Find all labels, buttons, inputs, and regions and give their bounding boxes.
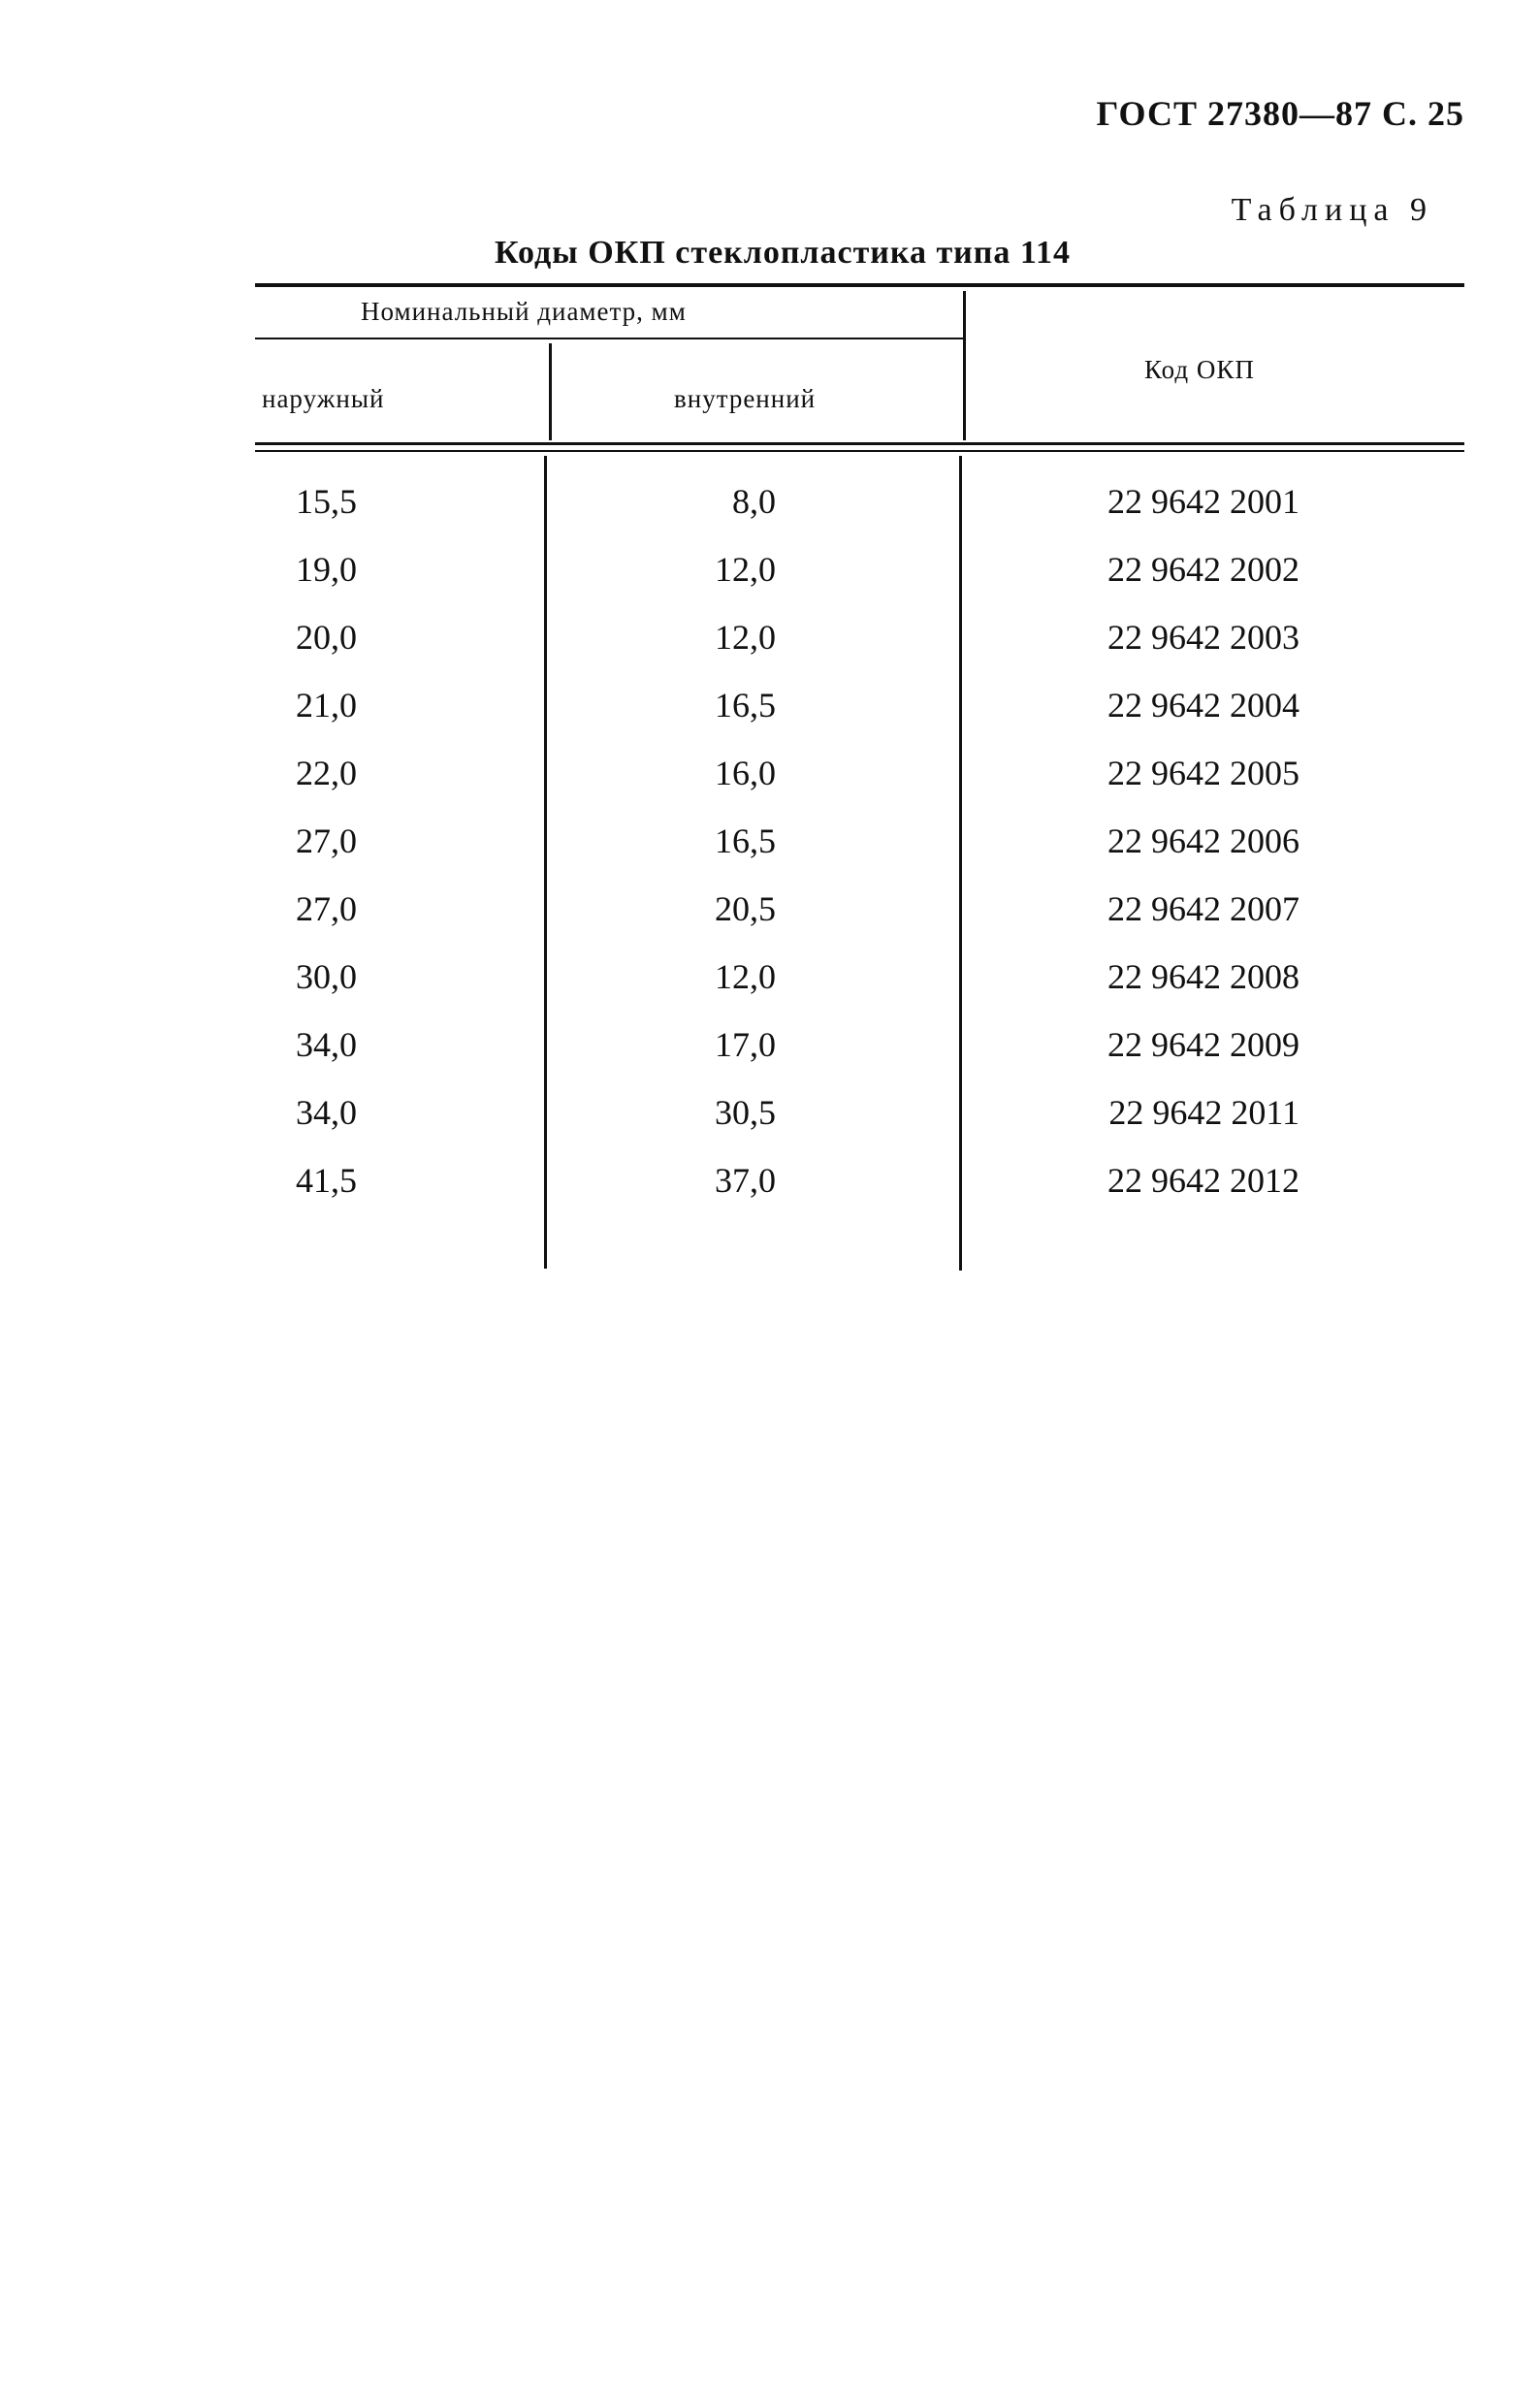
cell-inner: 12,0: [715, 618, 776, 657]
cell-outer: 15,5: [296, 482, 357, 521]
cell-outer: 21,0: [296, 686, 357, 725]
body-divider-inner-code: [959, 456, 962, 1271]
cell-inner: 16,5: [715, 686, 776, 725]
cell-inner: 8,0: [732, 482, 776, 521]
cell-code: 22 9642 2005: [1107, 754, 1299, 792]
cell-code: 22 9642 2002: [1107, 550, 1299, 589]
cell-outer: 30,0: [296, 957, 357, 996]
cell-inner: 37,0: [715, 1161, 776, 1200]
header-divider-outer-inner: [549, 343, 552, 440]
page-header: ГОСТ 27380—87 С. 25: [1096, 94, 1464, 133]
cell-code: 22 9642 2008: [1107, 957, 1299, 996]
cell-code: 22 9642 2004: [1107, 686, 1299, 725]
cell-inner: 16,0: [715, 754, 776, 792]
cell-inner: 12,0: [715, 957, 776, 996]
table-top-rule: [255, 283, 1464, 287]
cell-outer: 19,0: [296, 550, 357, 589]
cell-code: 22 9642 2001: [1107, 482, 1299, 521]
header-bottom-rule-1: [255, 442, 1464, 445]
cell-code: 22 9642 2012: [1107, 1161, 1299, 1200]
header-inner-label: внутренний: [674, 384, 817, 413]
cell-inner: 30,5: [715, 1093, 776, 1132]
header-outer-label: наружный: [262, 384, 385, 413]
cell-code: 22 9642 2009: [1107, 1025, 1299, 1064]
table-title: Коды ОКП стеклопластика типа 114: [495, 235, 1071, 271]
cell-outer: 34,0: [296, 1025, 357, 1064]
header-bottom-rule-2: [255, 450, 1464, 452]
header-divider-diameter-code: [963, 291, 966, 440]
cell-code: 22 9642 2007: [1107, 889, 1299, 928]
cell-code: 22 9642 2006: [1107, 821, 1299, 860]
cell-outer: 27,0: [296, 889, 357, 928]
cell-outer: 22,0: [296, 754, 357, 792]
cell-inner: 17,0: [715, 1025, 776, 1064]
header-group-underline: [255, 338, 963, 339]
cell-outer: 20,0: [296, 618, 357, 657]
cell-outer: 41,5: [296, 1161, 357, 1200]
cell-code: 22 9642 2003: [1107, 618, 1299, 657]
cell-inner: 16,5: [715, 821, 776, 860]
cell-outer: 27,0: [296, 821, 357, 860]
body-divider-outer-inner: [544, 456, 547, 1269]
cell-inner: 20,5: [715, 889, 776, 928]
cell-inner: 12,0: [715, 550, 776, 589]
cell-code: 22 9642 2011: [1108, 1093, 1299, 1132]
header-group-label: Номинальный диаметр, мм: [361, 297, 687, 326]
table-label: Таблица 9: [1231, 192, 1433, 228]
cell-outer: 34,0: [296, 1093, 357, 1132]
header-code-label: Код ОКП: [1144, 355, 1255, 384]
